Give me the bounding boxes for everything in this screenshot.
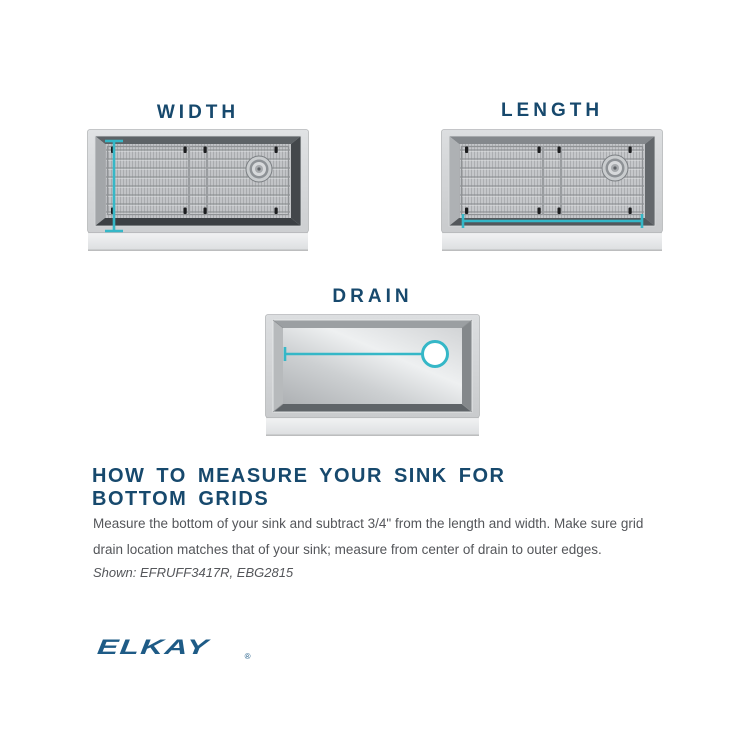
elkay-logo xyxy=(96,636,252,661)
length-sink-illustration xyxy=(441,129,663,252)
instructions-text xyxy=(93,511,643,563)
sink-apron-front xyxy=(266,418,479,435)
instructions-line2: drain location matches that of your sink; measure from center of drain to outer edges. xyxy=(93,542,602,557)
sink-apron-front xyxy=(88,233,308,250)
elkay-logo-text: ELKAY xyxy=(96,636,211,659)
shown-models-text: Shown: EFRUFF3417R, EBG2815 xyxy=(93,565,294,580)
drain-label: DRAIN xyxy=(332,286,413,307)
width-label: WIDTH xyxy=(156,102,240,123)
page-title xyxy=(92,465,506,511)
instructions-line1: Measure the bottom of your sink and subtract 3/4" from the length and width. Make sure grid xyxy=(93,516,644,531)
length-label: LENGTH xyxy=(500,100,604,121)
registered-trademark-symbol: ® xyxy=(244,652,252,661)
sink-apron-front xyxy=(442,233,662,250)
drain-flange xyxy=(246,156,272,182)
drain-sink-illustration xyxy=(265,314,480,437)
drain-flange xyxy=(602,155,628,181)
drain-highlight-circle xyxy=(423,342,448,367)
width-sink-illustration xyxy=(87,129,309,252)
page-title-line1: HOW TO MEASURE YOUR SINK FOR xyxy=(92,465,506,487)
page-title-line2: BOTTOM GRIDS xyxy=(92,488,270,510)
